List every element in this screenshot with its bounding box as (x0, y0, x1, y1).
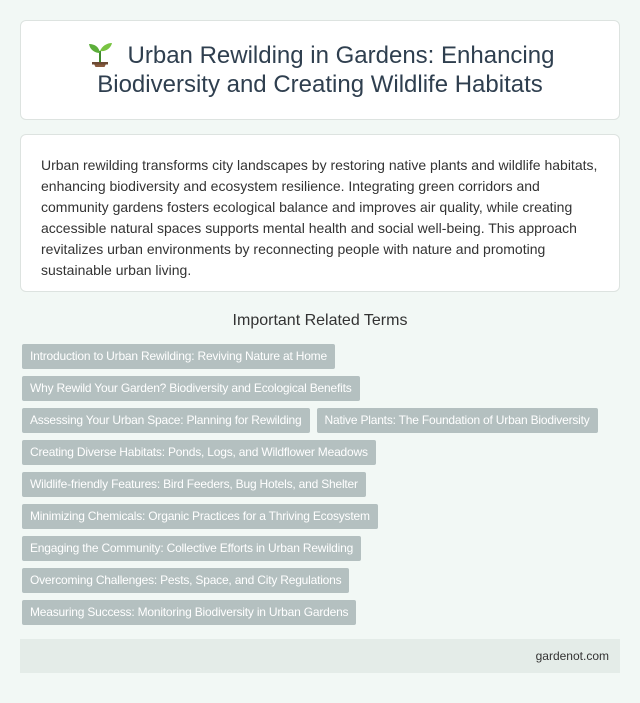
term-row (22, 440, 622, 472)
page-title (61, 41, 579, 99)
term-tag[interactable]: Overcoming Challenges: Pests, Space, and City Regulations (22, 568, 349, 593)
term-tag[interactable]: Creating Diverse Habitats: Ponds, Logs, and Wildflower Meadows (22, 440, 376, 465)
term-tag[interactable]: Engaging the Community: Collective Efforts in Urban Rewilding (22, 536, 361, 561)
related-terms-heading: Important Related Terms (232, 312, 408, 329)
page-title-text: Urban Rewilding in Gardens: Enhancing Biodiversity and Creating Wildlife Habitats (97, 42, 555, 98)
related-terms-list (22, 344, 622, 632)
term-tag[interactable]: Minimizing Chemicals: Organic Practices for a Thriving Ecosystem (22, 504, 378, 529)
term-row (22, 536, 622, 568)
sprout-icon (86, 41, 114, 67)
term-row (22, 472, 622, 504)
term-row (22, 504, 622, 536)
title-card (20, 20, 620, 120)
term-tag[interactable]: Wildlife-friendly Features: Bird Feeders, Bug Hotels, and Shelter (22, 472, 366, 497)
term-row (22, 376, 622, 408)
term-tag[interactable]: Introduction to Urban Rewilding: Reviving Nature at Home (22, 344, 335, 369)
term-row (22, 408, 622, 440)
term-row (22, 344, 622, 376)
term-tag[interactable]: Assessing Your Urban Space: Planning for Rewilding (22, 408, 310, 433)
term-tag[interactable]: Why Rewild Your Garden? Biodiversity and Ecological Benefits (22, 376, 360, 401)
term-row (22, 568, 622, 600)
footer (20, 639, 620, 673)
term-tag[interactable]: Native Plants: The Foundation of Urban Biodiversity (317, 408, 598, 433)
footer-site-link[interactable]: gardenot.com (535, 649, 609, 663)
summary-text: Urban rewilding transforms city landscapes by restoring native plants and wildlife habitats, enhancing biodiversity and ecosystem resilience. Integrating green corridors and community gardens fosters ecological balance and improves air quality, while creating accessible natural spaces supports mental health and social well-being. This approach revitalizes urban environments by reconnecting people with nature and promoting sustainable urban living. (41, 157, 598, 278)
term-row (22, 600, 622, 632)
summary-card (20, 134, 620, 292)
term-tag[interactable]: Measuring Success: Monitoring Biodiversity in Urban Gardens (22, 600, 356, 625)
